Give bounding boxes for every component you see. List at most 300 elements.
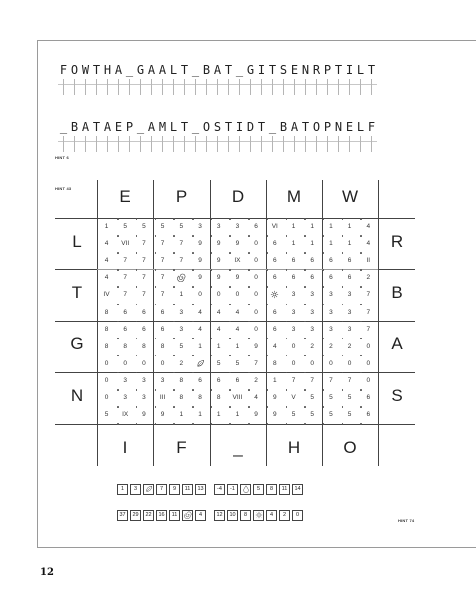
grid-cell: 9 bbox=[198, 240, 202, 248]
grid-cell: 4 bbox=[366, 240, 371, 248]
cipher-cell bbox=[58, 62, 69, 96]
grid-dot bbox=[286, 269, 288, 271]
cipher-char: B bbox=[279, 120, 288, 134]
grid-dot bbox=[192, 218, 194, 220]
cipher-cell bbox=[223, 62, 234, 96]
grid-dot bbox=[342, 286, 344, 288]
grid-cell: 5 bbox=[142, 223, 146, 230]
hint-label: HINT 43 bbox=[55, 186, 72, 191]
grid-cell: 3 bbox=[160, 376, 165, 384]
cipher-cell bbox=[311, 62, 322, 96]
cipher-char: L bbox=[356, 63, 365, 77]
grid-dot bbox=[248, 406, 250, 408]
grid-cell: 1 bbox=[235, 342, 240, 350]
grid-cell: 4 bbox=[254, 394, 258, 401]
grid-dot bbox=[155, 423, 157, 425]
cipher-char: F bbox=[59, 63, 68, 77]
cipher-char: _ bbox=[268, 120, 277, 134]
grid-cell: 3 bbox=[310, 308, 314, 316]
cipher-cell bbox=[201, 119, 212, 153]
grid-cell: 6 bbox=[235, 376, 240, 384]
key-box: 10 bbox=[227, 510, 238, 521]
cipher-char: T bbox=[92, 120, 101, 134]
key-box: 1 bbox=[117, 484, 128, 495]
grid-cell: 1 bbox=[310, 240, 314, 248]
grid-cell: 9 bbox=[272, 394, 277, 401]
cipher-char: T bbox=[92, 63, 101, 77]
grid-cell: 7 bbox=[123, 257, 127, 265]
grid-cell: 6 bbox=[198, 376, 202, 384]
grid-dot bbox=[155, 286, 157, 288]
cipher-char: E bbox=[114, 120, 123, 134]
grid-cell: 9 bbox=[216, 257, 221, 265]
hint-label: HINT 74 bbox=[398, 518, 415, 523]
key-box: 4 bbox=[195, 510, 206, 521]
page-number: 12 bbox=[40, 567, 54, 578]
cipher-cell bbox=[234, 119, 245, 153]
grid-cell: 8 bbox=[216, 394, 221, 401]
grid-cell: 0 bbox=[310, 359, 314, 367]
cipher-cell bbox=[179, 62, 190, 96]
grid-dot bbox=[117, 321, 119, 323]
cipher-char: _ bbox=[136, 120, 145, 134]
grid-cell: 5 bbox=[291, 411, 296, 419]
key-row-1 bbox=[117, 484, 303, 495]
grid-dot bbox=[192, 235, 194, 237]
grid-cell: 6 bbox=[142, 325, 146, 333]
key-gap bbox=[208, 510, 212, 519]
grid-cell: 9 bbox=[216, 240, 221, 248]
grid-cell: 4 bbox=[104, 257, 109, 265]
grid-cell: 1 bbox=[216, 342, 221, 350]
grid-cell: IX bbox=[122, 411, 129, 419]
cipher-char: A bbox=[81, 120, 90, 134]
grid-cell: 5 bbox=[329, 411, 333, 419]
grid-cell: 0 bbox=[254, 274, 258, 282]
grid-cell: 8 bbox=[104, 308, 109, 316]
cipher-cell bbox=[212, 119, 223, 153]
grid-cell: 0 bbox=[329, 359, 333, 367]
grid-dot bbox=[229, 321, 231, 323]
cipher-char: L bbox=[169, 120, 178, 134]
grid-dot bbox=[117, 252, 119, 254]
grid-dot bbox=[117, 406, 119, 408]
grid-cell: 4 bbox=[198, 308, 202, 316]
grid-dot bbox=[248, 423, 250, 425]
grid-dot bbox=[248, 269, 250, 271]
grid-cell: II bbox=[366, 257, 371, 265]
grid-dot bbox=[192, 423, 194, 425]
key-box: -4 bbox=[214, 484, 225, 495]
drop-icon bbox=[240, 484, 251, 495]
left-letter: G bbox=[70, 334, 84, 353]
cipher-cell bbox=[190, 62, 201, 96]
grid-cell: 7 bbox=[142, 274, 146, 282]
grid-cell: 9 bbox=[235, 274, 240, 282]
cipher-char: A bbox=[114, 63, 123, 77]
cipher-cell bbox=[333, 62, 344, 96]
left-letter: N bbox=[70, 386, 84, 405]
grid-cell: 8 bbox=[179, 394, 184, 401]
grid-cell: 5 bbox=[104, 411, 109, 419]
grid-cell: IV bbox=[103, 291, 110, 299]
cipher-cell bbox=[322, 62, 333, 96]
grid-dot bbox=[229, 304, 231, 306]
grid-dot bbox=[304, 235, 306, 237]
grid-dot bbox=[304, 389, 306, 391]
spiral-icon bbox=[182, 510, 193, 521]
grid-dot bbox=[155, 218, 157, 220]
grid-dot bbox=[360, 304, 362, 306]
grid-dot bbox=[360, 252, 362, 254]
grid-cell: 1 bbox=[347, 223, 352, 230]
grid-cell: 6 bbox=[347, 274, 352, 282]
grid-dot bbox=[248, 218, 250, 220]
grid-cell: 6 bbox=[347, 257, 352, 265]
cipher-char: B bbox=[70, 120, 79, 134]
key-box: 16 bbox=[156, 510, 167, 521]
grid-cell: 5 bbox=[123, 223, 127, 230]
grid-cell: 7 bbox=[366, 308, 371, 316]
cipher-char: O bbox=[70, 63, 79, 77]
grid-cell: 7 bbox=[160, 291, 165, 299]
cipher-char: S bbox=[213, 120, 222, 134]
key-box: 2 bbox=[279, 510, 290, 521]
cipher-char: _ bbox=[59, 120, 68, 134]
grid-cell: 5 bbox=[310, 394, 314, 401]
grid-cell: 0 bbox=[254, 291, 258, 299]
grid-cell: 6 bbox=[254, 223, 258, 230]
grid-cell: 7 bbox=[254, 359, 258, 367]
cipher-char: I bbox=[257, 63, 266, 77]
cipher-cell bbox=[366, 119, 377, 153]
key-box: 22 bbox=[143, 510, 154, 521]
grid-dot bbox=[173, 406, 175, 408]
cipher-cell bbox=[366, 62, 377, 96]
cipher-cell bbox=[212, 62, 223, 96]
grid-cell: 7 bbox=[347, 376, 352, 384]
grid-dot bbox=[173, 286, 175, 288]
cipher-cell bbox=[201, 62, 212, 96]
grid-cell: 5 bbox=[160, 223, 165, 230]
grid-cell: 0 bbox=[347, 359, 352, 367]
cipher-cell bbox=[91, 119, 102, 153]
grid-cell: 8 bbox=[179, 376, 184, 384]
bottom_letters-letter: I bbox=[122, 438, 128, 457]
grid-dot bbox=[192, 406, 194, 408]
grid-dot bbox=[117, 269, 119, 271]
grid-dot bbox=[173, 389, 175, 391]
grid-cell: 7 bbox=[366, 291, 371, 299]
grid-cell: 2 bbox=[254, 376, 258, 384]
grid-cell: 7 bbox=[142, 291, 146, 299]
grid-dot bbox=[192, 304, 194, 306]
grid-cell: 3 bbox=[216, 223, 221, 230]
grid-dot bbox=[192, 286, 194, 288]
grid-cell: 3 bbox=[179, 308, 184, 316]
grid-cell: 6 bbox=[160, 325, 165, 333]
grid-cell: 8 bbox=[123, 342, 127, 350]
grid-cell: 1 bbox=[329, 240, 333, 248]
cipher-char: T bbox=[224, 63, 233, 77]
grid-dot bbox=[192, 252, 194, 254]
grid-dot bbox=[286, 235, 288, 237]
cipher-cell bbox=[135, 119, 146, 153]
grid-cell: 9 bbox=[198, 257, 202, 265]
grid-cell: 0 bbox=[104, 394, 109, 401]
key-box: 7 bbox=[156, 484, 167, 495]
key-box: 13 bbox=[195, 484, 206, 495]
cipher-cell bbox=[113, 119, 124, 153]
grid-dot bbox=[248, 235, 250, 237]
cipher-char: T bbox=[367, 63, 376, 77]
grid-cell: 6 bbox=[272, 274, 277, 282]
key-box: 37 bbox=[117, 510, 128, 521]
grid-cell: 0 bbox=[291, 342, 296, 350]
grid-cell: 7 bbox=[366, 325, 371, 333]
cipher-char: H bbox=[103, 63, 112, 77]
cipher-char: T bbox=[180, 63, 189, 77]
grid-cell: 6 bbox=[142, 308, 146, 316]
top_letters-letter: M bbox=[286, 187, 302, 206]
right-letter: S bbox=[391, 386, 403, 405]
key-box: 12 bbox=[214, 510, 225, 521]
cipher-cell bbox=[311, 119, 322, 153]
grid-cell: 9 bbox=[216, 274, 221, 282]
grid-cell: V bbox=[291, 394, 296, 401]
grid-dot bbox=[173, 321, 175, 323]
grid-cell: 3 bbox=[329, 291, 333, 299]
cipher-char: P bbox=[323, 120, 332, 134]
cipher-cell bbox=[168, 119, 179, 153]
grid-cell: 4 bbox=[104, 274, 109, 282]
grid-cell: 9 bbox=[235, 240, 240, 248]
grid-cell: 1 bbox=[329, 223, 333, 230]
grid-dot bbox=[155, 235, 157, 237]
grid-cell: 6 bbox=[272, 240, 277, 248]
grid-dot bbox=[173, 423, 175, 425]
key-box: 5 bbox=[253, 484, 264, 495]
grid-cell: 3 bbox=[329, 308, 333, 316]
cipher-cell bbox=[267, 62, 278, 96]
grid-cell: 5 bbox=[235, 359, 240, 367]
right-letter: R bbox=[390, 232, 404, 251]
grid-cell: 4 bbox=[104, 240, 109, 248]
bottom_letters-letter: H bbox=[287, 438, 301, 457]
grid-dot bbox=[342, 235, 344, 237]
bottom_letters-letter: F bbox=[176, 438, 187, 457]
cipher-char: G bbox=[246, 63, 255, 77]
cipher-cell bbox=[69, 119, 80, 153]
grid-cell: 4 bbox=[366, 223, 371, 230]
cipher-cell bbox=[278, 119, 289, 153]
cipher-cell bbox=[91, 62, 102, 96]
grid-cell: 6 bbox=[366, 394, 371, 401]
grid-dot bbox=[248, 321, 250, 323]
cipher-char: W bbox=[81, 63, 90, 77]
grid-cell: 3 bbox=[142, 376, 146, 384]
grid-cell: 0 bbox=[123, 359, 127, 367]
grid-cell: 1 bbox=[235, 411, 240, 419]
grid-cell: 8 bbox=[142, 342, 146, 350]
cipher-char: P bbox=[323, 63, 332, 77]
grid-cell: 9 bbox=[254, 411, 258, 419]
grid-cell: 5 bbox=[310, 411, 314, 419]
grid-cell: 7 bbox=[179, 257, 184, 265]
cipher-char: N bbox=[334, 120, 343, 134]
grid-dot bbox=[117, 389, 119, 391]
grid-cell: 6 bbox=[310, 274, 314, 282]
grid-cell: VIII bbox=[232, 394, 243, 401]
cipher-cell bbox=[190, 119, 201, 153]
cipher-char: E bbox=[345, 120, 354, 134]
grid-dot bbox=[342, 269, 344, 271]
grid-dot bbox=[155, 389, 157, 391]
cipher-cell bbox=[124, 119, 135, 153]
cipher-cell bbox=[355, 119, 366, 153]
grid-cell: 4 bbox=[272, 342, 277, 350]
grid-cell: 3 bbox=[123, 376, 127, 384]
grid-cell: 0 bbox=[254, 325, 258, 333]
grid-dot bbox=[304, 252, 306, 254]
grid-cell: 0 bbox=[104, 359, 109, 367]
grid-cell: 0 bbox=[366, 342, 371, 350]
cipher-cell bbox=[355, 62, 366, 96]
cipher-cell bbox=[168, 62, 179, 96]
grid-cell: 7 bbox=[142, 240, 146, 248]
sun-icon bbox=[268, 288, 281, 301]
cipher-cell bbox=[80, 119, 91, 153]
grid-dot bbox=[286, 423, 288, 425]
cipher-cell bbox=[289, 119, 300, 153]
grid-dot bbox=[286, 406, 288, 408]
cipher-char: _ bbox=[235, 63, 244, 77]
grid-dot bbox=[342, 252, 344, 254]
cipher-char: G bbox=[136, 63, 145, 77]
cipher-cell bbox=[300, 62, 311, 96]
cipher-cell bbox=[245, 62, 256, 96]
grid-cell: 1 bbox=[310, 223, 314, 230]
cipher-char: M bbox=[158, 120, 167, 134]
grid-cell: 3 bbox=[291, 325, 296, 333]
grid-dot bbox=[155, 252, 157, 254]
cipher-cell bbox=[157, 119, 168, 153]
cipher-cell bbox=[146, 119, 157, 153]
grid-cell: 6 bbox=[310, 257, 314, 265]
key-gap bbox=[208, 484, 212, 493]
grid-cell: 5 bbox=[347, 411, 352, 419]
grid-cell: 1 bbox=[179, 291, 184, 299]
grid-cell: 7 bbox=[123, 291, 127, 299]
cipher-char: B bbox=[202, 63, 211, 77]
key-row-2 bbox=[117, 510, 303, 521]
grid-cell: 6 bbox=[272, 257, 277, 265]
grid-dot bbox=[304, 269, 306, 271]
grid-dot bbox=[229, 286, 231, 288]
grid-dot bbox=[155, 406, 157, 408]
grid-dot bbox=[304, 304, 306, 306]
grid-dot bbox=[229, 235, 231, 237]
grid-cell: 7 bbox=[142, 257, 146, 265]
grid-dot bbox=[117, 286, 119, 288]
grid-dot bbox=[173, 218, 175, 220]
cipher-char: E bbox=[290, 63, 299, 77]
grid-cell: 8 bbox=[272, 359, 277, 367]
grid-dot bbox=[286, 389, 288, 391]
grid-dot bbox=[248, 252, 250, 254]
bottom_letters-letter: O bbox=[343, 438, 357, 457]
grid-cell: 0 bbox=[104, 376, 109, 384]
grid-cell: 3 bbox=[347, 308, 352, 316]
grid-cell: 2 bbox=[310, 342, 314, 350]
cipher-cell bbox=[135, 62, 146, 96]
grid-dot bbox=[192, 269, 194, 271]
cipher-cell bbox=[278, 62, 289, 96]
grid-cell: VI bbox=[271, 223, 278, 230]
key-box: 11 bbox=[279, 484, 290, 495]
grid-cell: 6 bbox=[366, 411, 371, 419]
grid-cell: 8 bbox=[104, 325, 109, 333]
number-grid bbox=[97, 218, 378, 424]
grid-cell: 6 bbox=[123, 308, 127, 316]
cipher-cell bbox=[245, 119, 256, 153]
grid-cell: 7 bbox=[310, 376, 314, 384]
cipher-cell bbox=[223, 119, 234, 153]
cipher-char: A bbox=[103, 120, 112, 134]
left-letter: T bbox=[71, 283, 83, 302]
key-box: 4 bbox=[266, 510, 277, 521]
grid-cell: 6 bbox=[216, 376, 221, 384]
hint-label: HINT 6 bbox=[55, 155, 69, 160]
cipher-cell bbox=[234, 62, 245, 96]
grid-dot bbox=[229, 269, 231, 271]
grid-cell: 0 bbox=[142, 359, 146, 367]
grid-cell: 9 bbox=[160, 411, 165, 419]
cipher-line-1 bbox=[58, 62, 377, 96]
grid-cell: 1 bbox=[347, 240, 352, 248]
cipher-cell bbox=[344, 62, 355, 96]
leaf-icon bbox=[143, 484, 154, 495]
leaf-icon bbox=[194, 357, 207, 370]
top_letters-letter: E bbox=[119, 187, 131, 206]
grid-cell: 0 bbox=[216, 291, 221, 299]
grid-cell: 6 bbox=[329, 257, 333, 265]
top_letters-letter: D bbox=[231, 187, 245, 206]
grid-cell: 4 bbox=[198, 325, 202, 333]
grid-cell: 7 bbox=[179, 240, 184, 248]
grid-dot bbox=[360, 218, 362, 220]
cipher-char: T bbox=[334, 63, 343, 77]
grid-cell: 3 bbox=[142, 394, 146, 401]
cipher-char: O bbox=[202, 120, 211, 134]
cipher-line-2 bbox=[58, 119, 377, 153]
grid-dot bbox=[360, 321, 362, 323]
cipher-char: A bbox=[147, 120, 156, 134]
cipher-char: T bbox=[224, 120, 233, 134]
grid-cell: 0 bbox=[366, 376, 371, 384]
cipher-cell bbox=[58, 119, 69, 153]
cipher-cell bbox=[80, 62, 91, 96]
grid-cell: 3 bbox=[310, 325, 314, 333]
cipher-char: R bbox=[312, 63, 321, 77]
cipher-cell bbox=[102, 62, 113, 96]
grid-cell: 9 bbox=[142, 411, 146, 419]
grid-cell: 0 bbox=[254, 240, 258, 248]
grid-cell: 4 bbox=[235, 325, 240, 333]
grid-cell: 4 bbox=[235, 308, 240, 316]
grid-cell: 2 bbox=[179, 359, 184, 367]
grid-dot bbox=[342, 389, 344, 391]
